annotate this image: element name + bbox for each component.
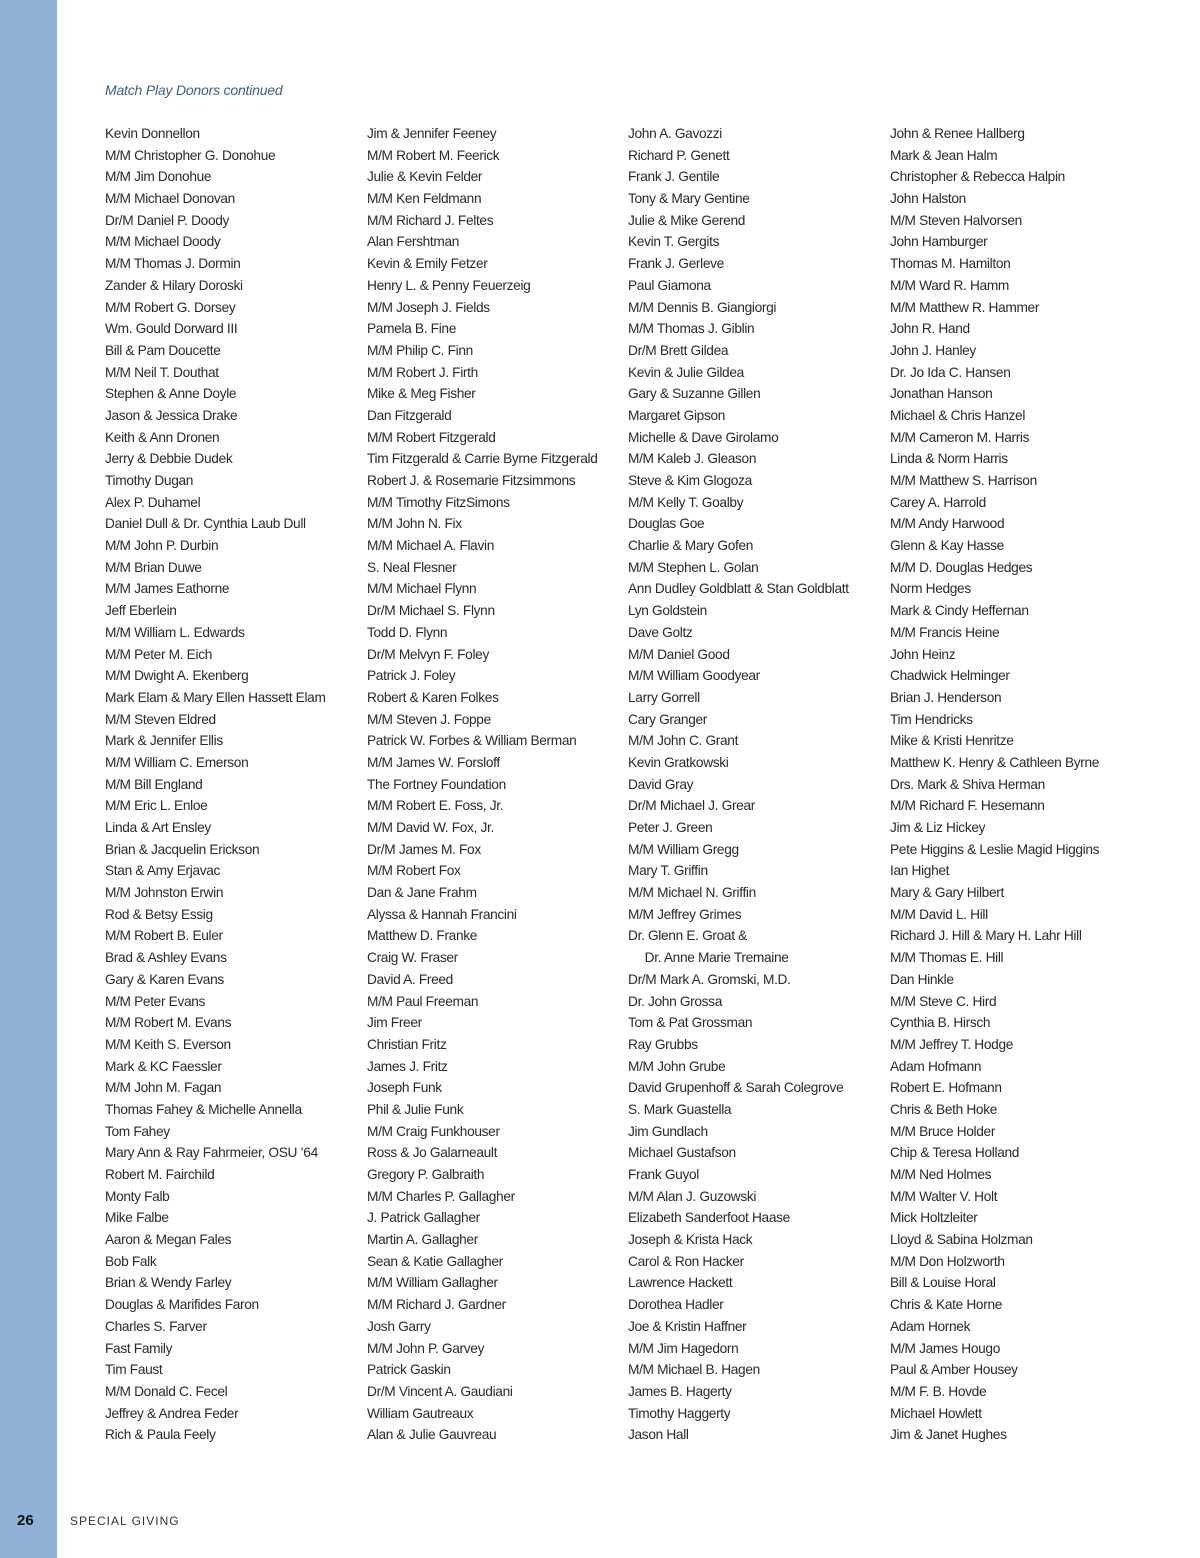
donor-name: M/M Daniel Good [628,645,730,662]
donor-name: Jim & Liz Hickey [890,819,986,835]
donor-name: Christopher & Rebecca Halpin [890,168,1065,185]
donor-name: S. Neal Flesner [367,558,457,575]
donor-name: M/M Richard F. Hesemann [890,797,1045,814]
donor-name: Jonathan Hanson [890,385,993,402]
donor-name: Chris & Kate Horne [890,1296,1003,1313]
donor-name: M/M Cameron M. Harris [890,428,1030,445]
donor-name: Phil & Julie Funk [367,1100,464,1117]
donor-name: Norm Hedges [890,580,971,597]
donor-name: Rod & Betsy Essig [105,905,213,922]
donor-name: Dan & Jane Frahm [367,884,477,901]
donor-name: M/M James Eathorne [105,580,230,597]
donor-name: Tony & Mary Gentine [628,190,750,207]
donor-name: M/M John P. Durbin [105,537,219,554]
donor-name: Alan & Julie Gauvreau [367,1426,497,1443]
donor-name: Douglas Goe [628,515,705,532]
donor-name: M/M Robert Fox [367,862,461,879]
donor-name: S. Mark Guastella [628,1100,732,1117]
donor-name: Dr. John Grossa [628,992,722,1009]
donor-name: M/M Craig Funkhouser [367,1122,500,1139]
donor-name: Dr/M James M. Fox [367,840,481,857]
donor-name: Pamela B. Fine [367,320,456,337]
donor-column-4 [890,123,1145,1446]
donor-column-3 [628,123,883,1446]
donor-name: Bob Falk [105,1252,157,1269]
donor-name: Michael Howlett [890,1404,982,1421]
donor-name: M/M Keith S. Everson [105,1035,231,1052]
donor-column-2 [367,123,622,1446]
donor-name: Frank Guyol [628,1166,699,1182]
donor-name: Dave Goltz [628,623,693,640]
donor-name: Dr/M Vincent A. Gaudiani [367,1382,513,1399]
donor-name: Jeff Eberlein [105,602,177,619]
donor-name: Paul Giamona [628,276,711,293]
donor-name: Jason Hall [628,1426,689,1443]
donor-name: Robert J. & Rosemarie Fitzsimmons [367,472,576,488]
donor-name: M/M Steve C. Hird [890,992,997,1009]
donor-name: M/M Jeffrey T. Hodge [890,1035,1014,1052]
donor-name: Joe & Kristin Haffner [628,1317,747,1334]
donor-name: M/M Michael Flynn [367,580,477,597]
donor-name: Robert M. Fairchild [105,1166,215,1182]
donor-name: M/M Peter Evans [105,992,206,1009]
donor-name: Mike Falbe [105,1209,169,1226]
donor-name: Frank J. Gerleve [628,255,724,272]
donor-name: M/M F. B. Hovde [890,1382,987,1399]
donor-name: Ann Dudley Goldblatt & Stan Goldblatt [628,580,849,597]
donor-name: Martin A. Gallagher [367,1231,478,1248]
donor-name: Alan Fershtman [367,233,460,250]
donor-name: Gregory P. Galbraith [367,1166,485,1182]
donor-name: M/M Brian Duwe [105,558,202,575]
donor-name: M/M Neil T. Douthat [105,363,219,380]
donor-name: M/M Kelly T. Goalby [628,493,744,510]
donor-name: Adam Hornek [890,1317,971,1334]
donor-name: Pete Higgins & Leslie Magid Higgins [890,840,1100,857]
donor-name: Dr. Jo Ida C. Hansen [890,363,1011,380]
donor-name: M/M Paul Freeman [367,992,479,1009]
donor-name: Dan Hinkle [890,970,954,987]
donor-name: Tom Fahey [105,1122,170,1139]
donor-name: M/M William Goodyear [628,667,760,684]
donor-name: Lloyd & Sabina Holzman [890,1231,1033,1248]
donor-name: M/M Jim Hagedorn [628,1339,739,1356]
donor-name: Adam Hofmann [890,1057,982,1074]
donor-name: M/M Robert Fitzgerald [367,428,496,445]
donor-name: Aaron & Megan Fales [105,1231,232,1248]
donor-name: M/M Ward R. Hamm [890,276,1010,293]
donor-name: Dorothea Hadler [628,1296,724,1313]
donor-name: Chip & Teresa Holland [890,1144,1020,1161]
donor-name: Dr/M Daniel P. Doody [105,211,230,228]
donor-name: Wm. Gould Dorward III [105,320,238,337]
donor-name: James J. Fritz [367,1057,448,1074]
donor-name: M/M Philip C. Finn [367,341,473,358]
donor-name: M/M Steven Halvorsen [890,211,1022,228]
donor-name: Mark Elam & Mary Ellen Hassett Elam [105,688,326,705]
donor-name: Tom & Pat Grossman [628,1014,753,1031]
donor-name: Fast Family [105,1339,173,1356]
donor-name: Margaret Gipson [628,406,726,423]
donor-name: Mary Ann & Ray Fahrmeier, OSU ’64 [105,1144,318,1161]
donor-name: James B. Hagerty [628,1382,732,1399]
donor-name: Tim Hendricks [890,710,973,727]
donor-name: Linda & Norm Harris [890,450,1008,467]
donor-name: M/M Peter M. Eich [105,645,213,662]
donor-name: M/M Steven Eldred [105,710,216,727]
donor-name: Mark & Jean Halm [890,146,998,163]
donor-name: Alex P. Duhamel [105,493,201,510]
donor-name: M/M Don Holzworth [890,1252,1005,1269]
donor-name: Patrick J. Foley [367,667,456,684]
donor-name: John J. Hanley [890,341,976,358]
donor-name: M/M Robert M. Feerick [367,146,500,163]
donor-name: Paul & Amber Housey [890,1361,1018,1378]
donor-name: David Gray [628,775,694,792]
donor-name: Kevin & Julie Gildea [628,363,744,380]
donor-name: M/M Dennis B. Giangiorgi [628,298,777,315]
donor-name: M/M William Gallagher [367,1274,498,1291]
donor-name: M/M Michael B. Hagen [628,1361,760,1378]
donor-name: Mary & Gary Hilbert [890,884,1004,901]
donor-name: Mark & Cindy Heffernan [890,602,1029,619]
donor-name: M/M John N. Fix [367,515,462,532]
donor-name: M/M Robert J. Firth [367,363,478,380]
donor-name: M/M William C. Emerson [105,753,249,770]
donor-name: Brian & Wendy Farley [105,1274,232,1291]
donor-name: M/M Ken Feldmann [367,190,482,207]
donor-name: Todd D. Flynn [367,623,448,640]
donor-name: Carol & Ron Hacker [628,1252,744,1269]
donor-name: Timothy Dugan [105,472,194,488]
donor-name: J. Patrick Gallagher [367,1209,480,1226]
donor-name: Rich & Paula Feely [105,1426,216,1443]
donor-name: Jim Freer [367,1014,422,1031]
donor-name: M/M Bruce Holder [890,1122,996,1139]
donor-name: David Grupenhoff & Sarah Colegrove [628,1079,844,1096]
donor-name: Dr/M Michael S. Flynn [367,602,495,619]
donor-name: Matthew D. Franke [367,927,478,944]
donor-name: Thomas M. Hamilton [890,255,1011,272]
donor-name: Chris & Beth Hoke [890,1100,998,1117]
donor-name: Cynthia B. Hirsch [890,1014,991,1031]
donor-name: Kevin Gratkowski [628,753,729,770]
donor-name: M/M John Grube [628,1057,726,1074]
donor-name: Gary & Karen Evans [105,970,224,987]
donor-name: John Heinz [890,645,956,662]
donor-name: M/M Michael N. Griffin [628,884,756,901]
donor-name: John R. Hand [890,320,970,337]
donor-name: Patrick W. Forbes & William Berman [367,732,577,749]
donor-name: Michael Gustafson [628,1144,736,1161]
donor-name: Drs. Mark & Shiva Herman [890,775,1045,792]
side-color-bar [0,0,57,1558]
donor-name: M/M Robert G. Dorsey [105,298,236,315]
page-number: 26 [17,1512,34,1529]
donor-name: Robert & Karen Folkes [367,688,499,705]
donor-name: M/M Thomas J. Giblin [628,320,755,337]
donor-name: Mick Holtzleiter [890,1209,978,1226]
donor-name: Christian Fritz [367,1035,447,1052]
donor-name: M/M Michael Donovan [105,190,235,207]
donor-name: Brian & Jacquelin Erickson [105,840,260,857]
donor-name: Dr. Anne Marie Tremaine [644,949,789,966]
donor-name: M/M Steven J. Foppe [367,710,491,727]
donor-name: Glenn & Kay Hasse [890,537,1004,554]
donor-name: Steve & Kim Glogoza [628,472,752,488]
donor-name: Sean & Katie Gallagher [367,1252,503,1269]
donor-name: Josh Garry [367,1317,431,1334]
donor-name: M/M Johnston Erwin [105,884,224,901]
donor-name: Daniel Dull & Dr. Cynthia Laub Dull [105,515,306,532]
donor-name: Kevin & Emily Fetzer [367,255,488,272]
donor-name: M/M Timothy FitzSimons [367,493,510,510]
donor-name: Stephen & Anne Doyle [105,385,237,402]
donor-name: Joseph & Krista Hack [628,1231,753,1248]
donor-name: M/M Christopher G. Donohue [105,146,276,163]
donor-name: M/M Matthew R. Hammer [890,298,1040,315]
donor-name: Mark & KC Faessler [105,1057,222,1074]
donor-name: M/M Richard J. Gardner [367,1296,506,1313]
donor-name: Frank J. Gentile [628,168,720,185]
donor-name: Matthew K. Henry & Cathleen Byrne [890,753,1100,770]
donor-name: M/M Charles P. Gallagher [367,1187,515,1204]
donor-name: Bill & Pam Doucette [105,341,221,358]
donor-name: Dr/M Michael J. Grear [628,797,755,814]
donor-name: M/M Robert M. Evans [105,1014,232,1031]
donor-name: Julie & Mike Gerend [628,211,746,228]
donor-name: John Halston [890,190,966,207]
donor-name: Jim & Janet Hughes [890,1426,1007,1443]
donor-name: Dr/M Melvyn F. Foley [367,645,489,662]
donor-name: M/M Thomas E. Hill [890,949,1004,966]
donor-name: Douglas & Marifides Faron [105,1296,259,1313]
donor-name: Bill & Louise Horal [890,1274,996,1291]
donor-name: Joseph Funk [367,1079,442,1096]
donor-name: Larry Gorrell [628,688,700,705]
donor-name: Linda & Art Ensley [105,819,211,835]
donor-name: Robert E. Hofmann [890,1079,1002,1096]
donor-name: M/M Walter V. Holt [890,1187,998,1204]
donor-name: Elizabeth Sanderfoot Haase [628,1209,790,1226]
donor-name: Charlie & Mary Gofen [628,537,754,554]
donor-name: M/M Jeffrey Grimes [628,905,742,922]
donor-name: M/M Kaleb J. Gleason [628,450,757,467]
donor-name: Zander & Hilary Doroski [105,276,243,293]
donor-name: Charles S. Farver [105,1317,207,1334]
donor-name: M/M Thomas J. Dormin [105,255,241,272]
donor-name: M/M D. Douglas Hedges [890,558,1033,575]
section-subtitle: Match Play Donors continued [105,82,283,98]
donor-name: Chadwick Helminger [890,667,1010,684]
donor-name: Kevin T. Gergits [628,233,720,250]
donor-name: M/M Dwight A. Ekenberg [105,667,249,684]
donor-name: Stan & Amy Erjavac [105,862,221,879]
donor-name: Henry L. & Penny Feuerzeig [367,276,531,293]
donor-name: Thomas Fahey & Michelle Annella [105,1100,302,1117]
donor-name: William Gautreaux [367,1404,474,1421]
donor-name: Michael & Chris Hanzel [890,406,1026,423]
donor-name: Jim & Jennifer Feeney [367,125,497,141]
donor-name: M/M David L. Hill [890,905,988,922]
donor-name: Craig W. Fraser [367,949,458,966]
donor-name: Mike & Kristi Henritze [890,732,1014,749]
donor-name: Jeffrey & Andrea Feder [105,1404,239,1421]
donor-name: Mary T. Griffin [628,862,708,879]
donor-name: Tim Faust [105,1361,163,1378]
donor-name: Richard P. Genett [628,146,730,163]
donor-name: John Hamburger [890,233,988,250]
donor-name: Kevin Donnellon [105,125,200,141]
donor-name: John A. Gavozzi [628,125,723,141]
donor-name: M/M James W. Forsloff [367,753,500,770]
donor-name: M/M Joseph J. Fields [367,298,490,315]
donor-name: Julie & Kevin Felder [367,168,483,185]
donor-name: M/M Stephen L. Golan [628,558,759,575]
donor-name: The Fortney Foundation [367,775,506,792]
footer-section-label: SPECIAL GIVING [70,1514,180,1528]
donor-name: Patrick Gaskin [367,1361,451,1378]
donor-name: M/M Robert E. Foss, Jr. [367,797,504,814]
donor-name: Dan Fitzgerald [367,406,452,423]
donor-name: M/M Ned Holmes [890,1166,992,1182]
donor-name: M/M James Hougo [890,1339,1000,1356]
donor-name: M/M Donald C. Fecel [105,1382,228,1399]
donor-name: Jerry & Debbie Dudek [105,450,233,467]
donor-name: M/M Richard J. Feltes [367,211,494,228]
donor-name: Timothy Haggerty [628,1404,731,1421]
donor-name: Dr/M Brett Gildea [628,341,729,358]
donor-name: Keith & Ann Dronen [105,428,220,445]
donor-name: Mike & Meg Fisher [367,385,476,402]
donor-name: M/M David W. Fox, Jr. [367,819,494,835]
donor-name: David A. Freed [367,970,453,987]
donor-name: M/M John M. Fagan [105,1079,222,1096]
donor-name: Richard J. Hill & Mary H. Lahr Hill [890,927,1082,944]
donor-name: M/M William Gregg [628,840,739,857]
donor-name: Brian J. Henderson [890,688,1002,705]
donor-name: M/M Francis Heine [890,623,1000,640]
donor-name: M/M Jim Donohue [105,168,212,185]
donor-name: M/M Michael Doody [105,233,221,250]
donor-name: Alyssa & Hannah Francini [367,905,517,922]
donor-name: Ross & Jo Galarneault [367,1144,498,1161]
donor-name: M/M John P. Garvey [367,1339,485,1356]
donor-name: Tim Fitzgerald & Carrie Byrne Fitzgerald [367,450,598,467]
donor-name: Peter J. Green [628,819,713,835]
donor-name: M/M John C. Grant [628,732,739,749]
donor-name: Dr. Glenn E. Groat & [628,927,747,944]
donor-name: Carey A. Harrold [890,493,986,510]
donor-name: Jim Gundlach [628,1122,708,1139]
donor-name: Ian Highet [890,862,950,879]
donor-name: M/M Andy Harwood [890,515,1005,532]
donor-name: M/M Eric L. Enloe [105,797,208,814]
donor-name: John & Renee Hallberg [890,125,1025,141]
donor-name: Lawrence Hackett [628,1274,733,1291]
donor-name: Dr/M Mark A. Gromski, M.D. [628,970,791,987]
donor-name: Brad & Ashley Evans [105,949,227,966]
donor-name: M/M Alan J. Guzowski [628,1187,757,1204]
donor-name: Jason & Jessica Drake [105,406,238,423]
donor-name: M/M Matthew S. Harrison [890,472,1037,488]
donor-name: Gary & Suzanne Gillen [628,385,761,402]
donor-name: Monty Falb [105,1187,170,1204]
donor-name: Michelle & Dave Girolamo [628,428,779,445]
donor-name: Ray Grubbs [628,1035,698,1052]
donor-name: M/M Robert B. Euler [105,927,223,944]
donor-name: Cary Granger [628,710,707,727]
donor-column-1 [105,123,360,1446]
donor-name: Lyn Goldstein [628,602,707,619]
donor-name: M/M Bill England [105,775,203,792]
donor-name: Mark & Jennifer Ellis [105,732,223,749]
donor-name: M/M Michael A. Flavin [367,537,494,554]
donor-name: M/M William L. Edwards [105,623,245,640]
